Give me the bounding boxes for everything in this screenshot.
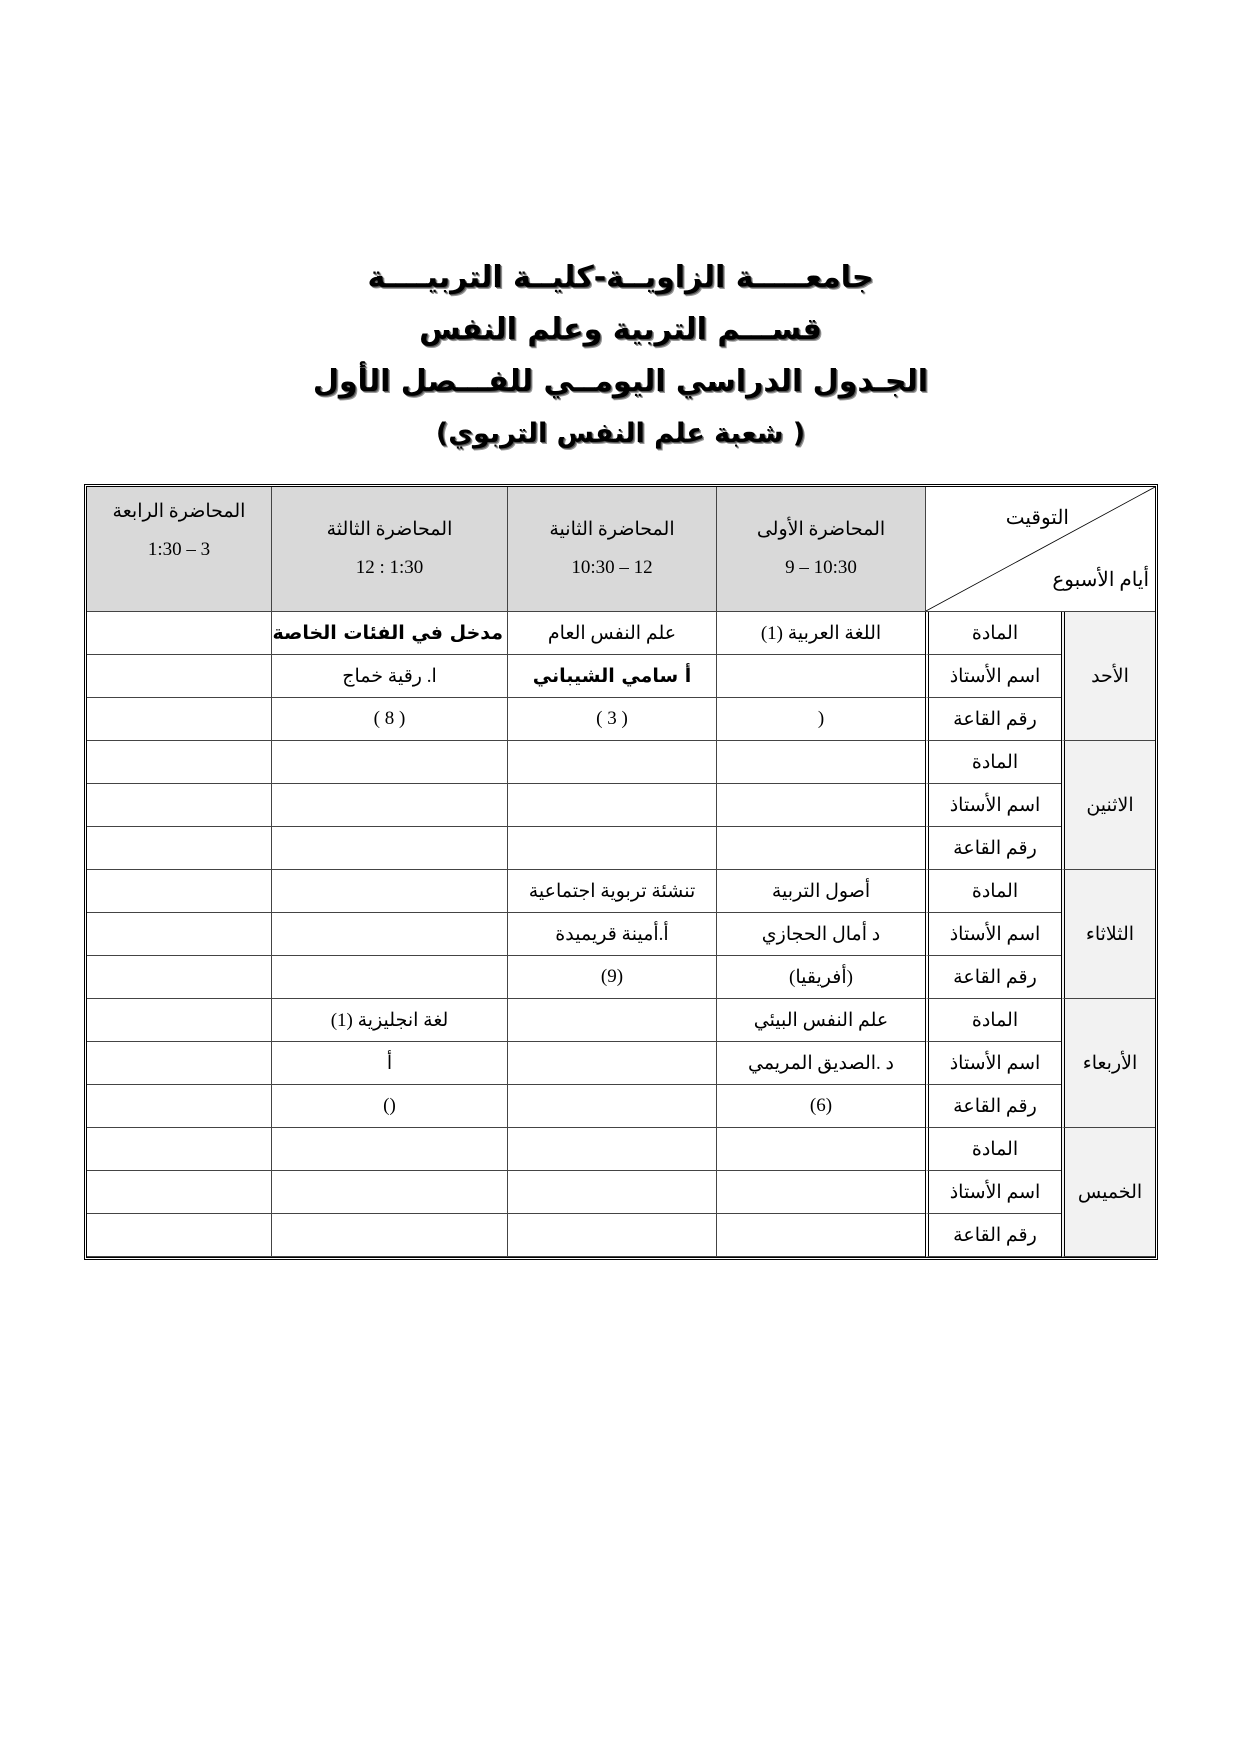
schedule-cell-teacher: د أمال الحجازي [716, 913, 925, 956]
schedule-cell-subject [507, 741, 716, 784]
lecture-name: المحاضرة الأولى [756, 519, 886, 540]
schedule-cell-room: () [271, 1085, 507, 1128]
day-2-teacher-row [87, 784, 1155, 827]
row-label-room: رقم القاعة [925, 1085, 1061, 1128]
schedule-cell-room [87, 1214, 271, 1257]
document-header [0, 252, 1241, 460]
lecture-header-1 [716, 487, 925, 612]
schedule-cell-room: ( 8 ) [271, 698, 507, 741]
header-row [87, 487, 1155, 612]
schedule-cell-teacher [271, 784, 507, 827]
schedule-cell-teacher [716, 1171, 925, 1214]
schedule-cell-teacher [507, 1171, 716, 1214]
schedule-cell-room [271, 956, 507, 999]
schedule-cell-room: ( 3 ) [507, 698, 716, 741]
day-5-subject-row [87, 1128, 1155, 1171]
day-3-room-row [87, 956, 1155, 999]
schedule-cell-teacher [507, 1042, 716, 1085]
lecture-time: 12 – 10:30 [571, 557, 653, 578]
schedule-cell-teacher [716, 784, 925, 827]
schedule-table [84, 484, 1158, 1260]
day-name-cell: الاثنين [1061, 741, 1155, 870]
day-4-room-row [87, 1085, 1155, 1128]
day-1-teacher-row [87, 655, 1155, 698]
schedule-cell-subject: تنشئة تربوية اجتماعية [507, 870, 716, 913]
schedule-cell-room [87, 698, 271, 741]
row-label-teacher: اسم الأستاذ [925, 913, 1061, 956]
schedule-cell-room [507, 1214, 716, 1257]
schedule-cell-subject [87, 999, 271, 1042]
day-4-teacher-row [87, 1042, 1155, 1085]
lecture-name: المحاضرة الثانية [549, 519, 675, 540]
schedule-cell-room [716, 1214, 925, 1257]
schedule-cell-room: (6) [716, 1085, 925, 1128]
schedule-cell-subject [271, 741, 507, 784]
lecture-time: 1:30 : 12 [355, 557, 424, 578]
schedule-cell-teacher [87, 655, 271, 698]
lecture-name: المحاضرة الثالثة [326, 519, 453, 540]
day-name-cell: الأحد [1061, 612, 1155, 741]
schedule-cell-teacher: د .الصديق المريمي [716, 1042, 925, 1085]
schedule-cell-teacher: أ سامي الشيباني [507, 655, 716, 698]
schedule-cell-room [507, 827, 716, 870]
row-label-teacher: اسم الأستاذ [925, 1042, 1061, 1085]
schedule-cell-room [87, 1085, 271, 1128]
row-label-room: رقم القاعة [925, 698, 1061, 741]
row-label-teacher: اسم الأستاذ [925, 1171, 1061, 1214]
schedule-cell-room [87, 956, 271, 999]
lecture-time: 10:30 – 9 [785, 557, 857, 578]
schedule-cell-teacher [87, 1171, 271, 1214]
row-label-subject: المادة [925, 870, 1061, 913]
row-label-subject: المادة [925, 741, 1061, 784]
corner-cell [925, 487, 1155, 612]
schedule-cell-teacher [716, 655, 925, 698]
schedule-cell-subject: علم النفس البيئي [716, 999, 925, 1042]
schedule-title: الجـدول الدراسي اليومــي للفـــصل الأول [312, 364, 929, 399]
schedule-cell-room: (9) [507, 956, 716, 999]
row-label-subject: المادة [925, 999, 1061, 1042]
day-4-subject-row [87, 999, 1155, 1042]
university-title: جامعـــــة الزاويــة-كليــة التربيــــة [367, 260, 874, 295]
lecture-header-2 [507, 487, 716, 612]
schedule-cell-teacher [87, 913, 271, 956]
day-5-teacher-row [87, 1171, 1155, 1214]
schedule-cell-room: (أفريقيا) [716, 956, 925, 999]
schedule-cell-subject: علم النفس العام [507, 612, 716, 655]
day-5-room-row [87, 1214, 1155, 1257]
division-title: ( شعبة علم النفس التربوي) [435, 418, 806, 449]
schedule-cell-teacher: ا. رقية خماج [271, 655, 507, 698]
day-name-cell: الثلاثاء [1061, 870, 1155, 999]
day-1-subject-row [87, 612, 1155, 655]
lecture-time: 3 – 1:30 [147, 539, 211, 560]
lecture-header-3 [271, 487, 507, 612]
row-label-room: رقم القاعة [925, 827, 1061, 870]
schedule-cell-subject [271, 870, 507, 913]
schedule-cell-room: ( [716, 698, 925, 741]
schedule-cell-room [271, 827, 507, 870]
schedule-cell-teacher [87, 1042, 271, 1085]
schedule-cell-subject [87, 1128, 271, 1171]
schedule-cell-teacher: أ.أمينة قريميدة [507, 913, 716, 956]
day-1-room-row [87, 698, 1155, 741]
weekdays-label: أيام الأسبوع [1052, 569, 1149, 591]
schedule-cell-subject: اللغة العربية (1) [716, 612, 925, 655]
day-name-cell: الأربعاء [1061, 999, 1155, 1128]
schedule-cell-teacher [271, 913, 507, 956]
schedule-cell-subject [271, 1128, 507, 1171]
schedule-cell-subject [507, 1128, 716, 1171]
schedule-cell-subject: مدخل في الفئات الخاصة [271, 612, 507, 655]
day-3-subject-row [87, 870, 1155, 913]
row-label-teacher: اسم الأستاذ [925, 784, 1061, 827]
schedule-cell-subject [716, 741, 925, 784]
schedule-cell-room [507, 1085, 716, 1128]
schedule-cell-subject [87, 870, 271, 913]
row-label-subject: المادة [925, 1128, 1061, 1171]
schedule-cell-teacher [271, 1171, 507, 1214]
schedule-cell-subject [716, 1128, 925, 1171]
row-label-room: رقم القاعة [925, 956, 1061, 999]
day-2-room-row [87, 827, 1155, 870]
schedule-cell-subject [87, 741, 271, 784]
schedule-cell-teacher [87, 784, 271, 827]
schedule-cell-room [87, 827, 271, 870]
row-label-teacher: اسم الأستاذ [925, 655, 1061, 698]
day-name-cell: الخميس [1061, 1128, 1155, 1257]
day-2-subject-row [87, 741, 1155, 784]
schedule-cell-subject [87, 612, 271, 655]
department-title: قســـم التربية وعلم النفس [419, 312, 822, 347]
lecture-header-4 [87, 487, 271, 612]
lecture-name: المحاضرة الرابعة [112, 501, 246, 522]
schedule-cell-teacher [507, 784, 716, 827]
row-label-room: رقم القاعة [925, 1214, 1061, 1257]
day-3-teacher-row [87, 913, 1155, 956]
timing-label: التوقيت [1005, 507, 1069, 529]
schedule-cell-room [716, 827, 925, 870]
schedule-cell-subject: لغة انجليزية (1) [271, 999, 507, 1042]
schedule-cell-subject [507, 999, 716, 1042]
schedule-cell-room [271, 1214, 507, 1257]
row-label-subject: المادة [925, 612, 1061, 655]
schedule-cell-subject: أصول التربية [716, 870, 925, 913]
schedule-cell-teacher: أ [271, 1042, 507, 1085]
